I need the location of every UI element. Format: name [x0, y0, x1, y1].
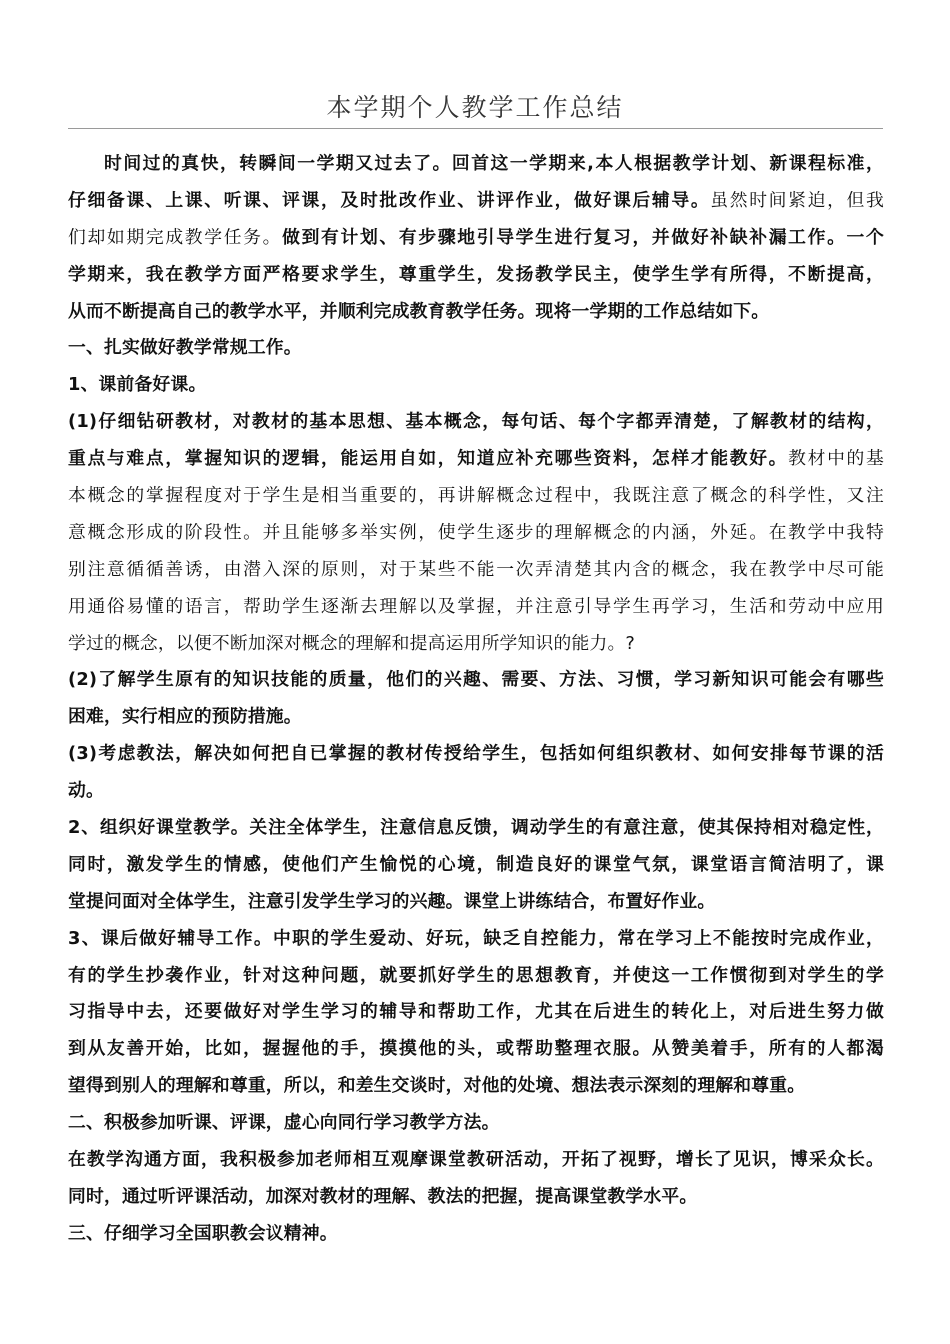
text-line: [68, 958, 884, 995]
text-line: [68, 515, 884, 552]
text-segment: 重点与难点，掌握知识的逻辑，能运用自如，知道应补充哪些资料，怎样才能教好。: [68, 448, 789, 470]
text-segment: (1)仔细钻研教材，对教材的基本思想、基本概念，每句话、每个字都弄清楚，了解教材的结构，: [68, 411, 884, 433]
text-segment: 1、课前备好课。: [68, 374, 207, 396]
text-segment: (2)了解学生原有的知识技能的质量，他们的兴趣、需要、方法、习惯，学习新知识可能会有哪些: [68, 669, 884, 691]
text-line: [68, 736, 884, 773]
text-line: [68, 589, 884, 626]
text-segment: 在教学沟通方面，我积极参加老师相互观摩课堂教研活动，开拓了视野，增长了见识，博采众长。: [68, 1149, 884, 1171]
text-line: [68, 257, 884, 294]
text-segment: 习指导中去，还要做好对学生学习的辅导和帮助工作，尤其在后进生的转化上，对后进生努力做: [68, 1001, 884, 1023]
text-line: [68, 921, 884, 958]
text-segment: 虽然时间紧迫，但我: [710, 189, 884, 211]
text-segment: 别注意循循善诱，由潜入深的原则，对于某些不能一次弄清楚其内含的概念，我在教学中尽可能: [68, 558, 884, 580]
text-line: [68, 847, 884, 884]
text-segment: 动。: [68, 780, 104, 802]
text-line: [68, 884, 884, 921]
text-segment: 困难，实行相应的预防措施。: [68, 706, 302, 728]
text-line: [68, 773, 884, 810]
text-line: [68, 183, 884, 220]
text-segment: 用通俗易懂的语言，帮助学生逐渐去理解以及掌握，并注意引导学生再学习，生活和劳动中应用: [68, 595, 884, 617]
document-title: 本学期个人教学工作总结: [326, 93, 624, 122]
text-line: [68, 478, 884, 515]
text-line: [68, 1068, 884, 1105]
text-segment: (3)考虑教法，解决如何把自已掌握的教材传授给学生，包括如何组织教材、如何安排每节课的活: [68, 743, 884, 765]
text-segment: 到从友善开始，比如，握握他的手，摸摸他的头，或帮助整理衣服。从赞美着手，所有的人都渴: [68, 1038, 884, 1060]
text-line: [68, 146, 884, 183]
text-line: [68, 662, 884, 699]
text-segment: 堂提问面对全体学生，注意引发学生学习的兴趣。课堂上讲练结合，布置好作业。: [68, 890, 716, 912]
text-segment: 有的学生抄袭作业，针对这种问题，就要抓好学生的思想教育，并使这一工作惯彻到对学生的学: [68, 964, 884, 986]
text-segment: 本概念的掌握程度对于学生是相当重要的，再讲解概念过程中，我既注意了概念的科学性，又注: [68, 485, 884, 507]
text-line: [68, 220, 884, 257]
text-segment: 同时，激发学生的情感，使他们产生愉悦的心境，制造良好的课堂气氛，课堂语言简洁明了，课: [68, 853, 884, 875]
text-segment: 望得到别人的理解和尊重，所以，和差生交谈时，对他的处境、想法表示深刻的理解和尊重。: [68, 1075, 806, 1097]
text-line: [68, 810, 884, 847]
text-segment: 时间过的真快，转瞬间一学期又过去了。回首这一学期来,本人根据教学计划、新课程标准，: [104, 153, 884, 174]
text-segment: 同时，通过听评课活动，加深对教材的理解、教法的把握，提高课堂教学水平。: [68, 1185, 698, 1207]
text-line: [68, 1179, 884, 1216]
text-line: [68, 1105, 884, 1142]
text-line: [68, 330, 884, 367]
title-divider: [68, 128, 883, 129]
text-segment: 2、组织好课堂教学。关注全体学生，注意信息反馈，调动学生的有意注意，使其保持相对稳定性，: [68, 817, 884, 839]
text-segment: 学期来，我在教学方面严格要求学生，尊重学生，发扬教学民主，使学生学有所得，不断提高，: [68, 263, 884, 285]
text-line: [68, 441, 884, 478]
text-line: [68, 1216, 884, 1253]
text-segment: 意概念形成的阶段性。并且能够多举实例，使学生逐步的理解概念的内涵，外延。在教学中我特: [68, 521, 884, 543]
text-segment: 仔细备课、上课、听课、评课，及时批改作业、讲评作业，做好课后辅导。: [68, 189, 711, 211]
text-line: [68, 552, 884, 589]
text-line: [68, 1142, 884, 1179]
text-line: [68, 699, 884, 736]
text-segment: 学过的概念，以便不断加深对概念的理解和提高运用所学知识的能力。?: [68, 632, 636, 654]
document-body: [68, 146, 884, 1253]
text-line: [68, 404, 884, 441]
text-line: [68, 294, 884, 331]
text-segment: 一、扎实做好教学常规工作。: [68, 337, 302, 359]
text-segment: 做到有计划、有步骤地引导学生进行复习，并做好补缺补漏工作。一个: [282, 226, 884, 248]
text-line: [68, 367, 884, 404]
text-segment: 们却如期完成教学任务。: [68, 226, 283, 248]
text-segment: 三、仔细学习全国职教会议精神。: [68, 1222, 338, 1244]
text-line: [68, 1031, 884, 1068]
text-line: [68, 994, 884, 1031]
text-segment: 3、课后做好辅导工作。中职的学生爱动、好玩，缺乏自控能力，常在学习上不能按时完成作业，: [68, 927, 884, 949]
text-segment: 二、积极参加听课、评课，虚心向同行学习教学方法。: [68, 1112, 500, 1134]
text-segment: 从而不断提高自己的教学水平，并顺利完成教育教学任务。现将一学期的工作总结如下。: [68, 300, 770, 322]
text-segment: 教材中的基: [788, 448, 884, 470]
text-line: [68, 626, 884, 663]
